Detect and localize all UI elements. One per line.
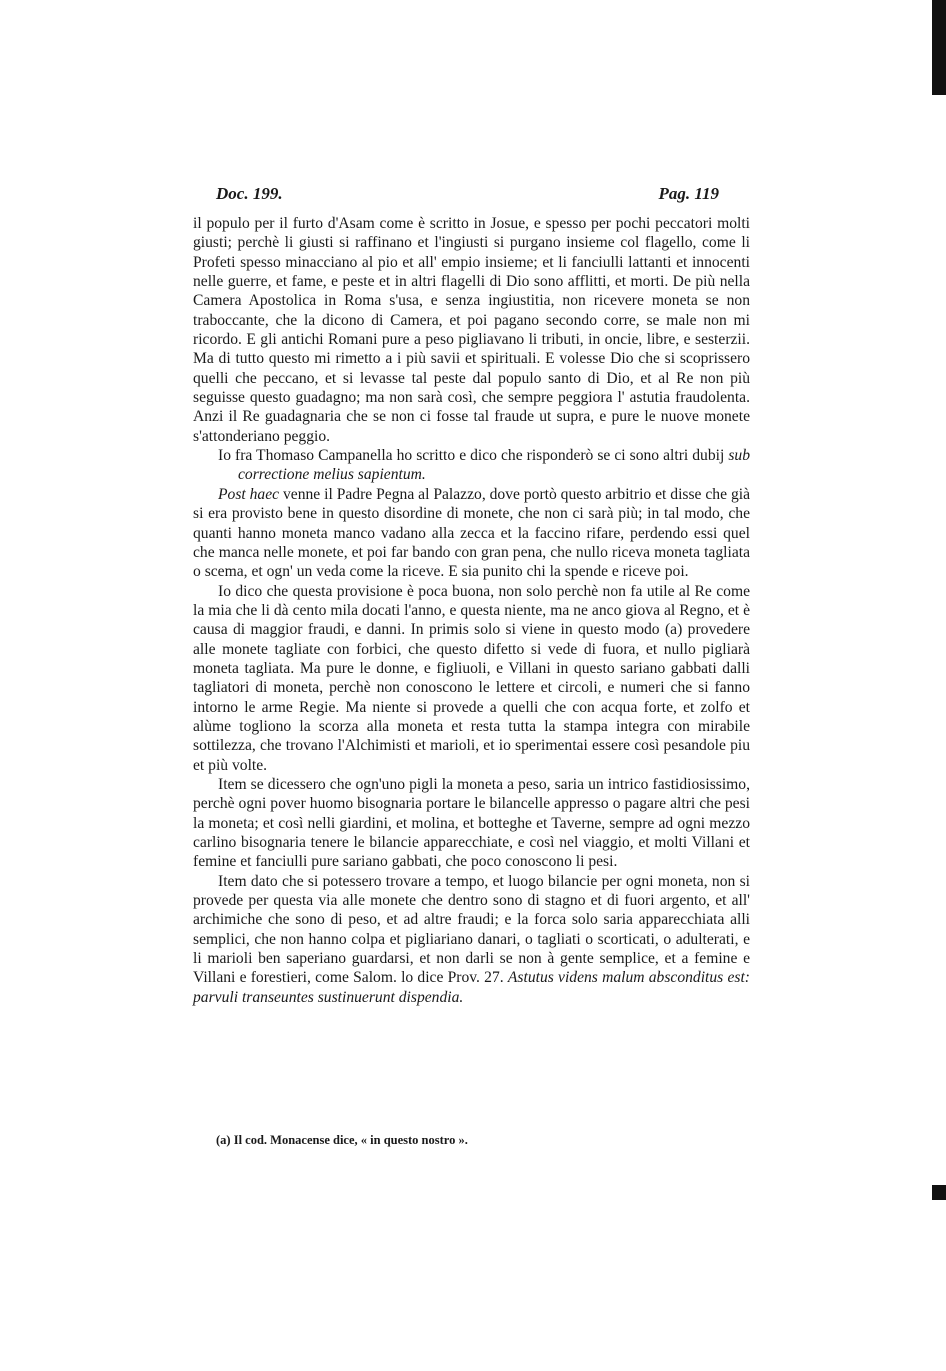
- scan-edge-mark-top: [932, 0, 946, 95]
- italic-text: sub correctione melius sapientum.: [238, 447, 750, 484]
- paragraph: [193, 485, 750, 582]
- document-number: Doc. 199.: [216, 184, 283, 203]
- paragraph: [193, 214, 750, 446]
- paragraph: [193, 872, 750, 1007]
- text-segment: venne il Padre Pegna al Palazzo, dove portò questo arbitrio et disse che già si era provisto bene in questo disordine di monete, che non ci sarà più; in tal modo, che quanti hanno moneta manco vadano alla zecca et la faccino rifare, perdendo essi quel che manca nelle monete, et poi far bando con gran pena, che nullo riceva moneta tagliata o scema, et ogn' un veda come la riceve. E sia punito chi la spende e riceve poi.: [193, 485, 750, 581]
- paragraph: [193, 446, 750, 485]
- paragraph: [193, 775, 750, 872]
- italic-text: Post haec: [218, 485, 280, 503]
- text-segment: Item se dicessero che ogn'uno pigli la moneta a peso, saria un intrico fastidiosissimo, perchè ogni pover huomo bisognaria portare le bilancelle appresso o pagare altri che pesi la moneta; et così nelli giardini, et molina, et botteghe et Taverne, sempre ad ogni mezzo carlino bisognaria tenere le bilancie apparecchiate, e così nel viaggio, et molti Villani et femine et fanciulli pure sariano gabbati, che poco conoscono li pesi.: [193, 775, 750, 871]
- italic-text: Astutus videns malum absconditus est: parvuli transeuntes sustinuerunt dispendia.: [193, 969, 750, 1006]
- text-segment: Io dico che questa provisione è poca buona, non solo perchè non fa utile al Re come la mia che li dà cento mila docati l'anno, e questa niente, ma ne anco giova al Regno, et è causa di maggior fraudi, e danni. In primis solo si viene in questo modo (a) provedere alle monete tagliate con forbici, che questo difetto si vede di fuora, et nullo pigliarà moneta tagliata. Ma pure le donne, e figliuoli, e Villani in questo sariano gabbati dalli tagliatori di moneta, perchè non conoscono le lettere et circoli, e numeri che si fanno intorno le arme Regie. Ma niente si provede a quelli che con acqua forte, et zolfo et alùme togliono la scorza alla moneta et resta tutta la stampa integra con mirabile sottilezza, che trovano l'Alchimisti et marioli, et io sperimentai essere così pesandole piu et più volte.: [193, 582, 750, 774]
- text-segment: Io fra Thomaso Campanella ho scritto e dico che risponderò se ci sono altri dubij: [218, 447, 729, 465]
- page-number: Pag. 119: [658, 184, 719, 203]
- footnote: (a) Il cod. Monacense dice, « in questo nostro ».: [216, 1133, 468, 1147]
- running-header: [216, 184, 719, 208]
- body-text: [193, 214, 750, 1007]
- text-segment: Item dato che si potessero trovare a tempo, et luogo bilancie per ogni moneta, non si provede per questa via alle monete che dentro sono di stagno et di fuori argento, et all' archimiche che sono di peso, et ad altre fraudi; e la forca solo saria apparecchiata alli semplici, che non hanno colpa et pigliariano danari, o tagliati o scorticati, o adulterati, e li marioli ben saperiano guardarsi, et non darli se non à gente semplice, et a femine e Villani e forestieri, come Salom. lo dice Prov. 27.: [193, 872, 750, 987]
- scan-edge-mark-bottom: [932, 1185, 946, 1200]
- text-segment: il populo per il furto d'Asam come è scritto in Josue, e spesso per pochi peccatori molti giusti; perchè li giusti si raffinano et l'ingiusti si purgano insieme col flagello, come li Profeti spesso minacciano al pio et all' empio insieme; et li fanciulli lattanti et innocenti nelle guerre, et fame, e peste et in altri flagelli di Dio sono afflitti, et morti. De più nella Camera Apostolica in Roma s'usa, e senza ingiustitia, non ricevere moneta se non traboccante, che la dicono di Camera, et poi pagano secondo corre, se male non mi ricordo. E gli antichi Romani pure a peso pigliavano li tributi, in oncie, libre, e sesterzii. Ma di tutto questo mi rimetto a i più savii et spirituali. E volesse Dio che si scoprissero quelli che peccano, et si levasse tal peste dal populo santo di Dio, et al Re non più seguisse questo guadagno; ma non sarà così, che sempre peggiora l' astutia fraudolenta. Anzi il Re guadagnaria che se non ci fosse tal fraude ut supra, e pure le nuove monete s'attonderiano peggio.: [193, 215, 750, 445]
- paragraph: [193, 582, 750, 775]
